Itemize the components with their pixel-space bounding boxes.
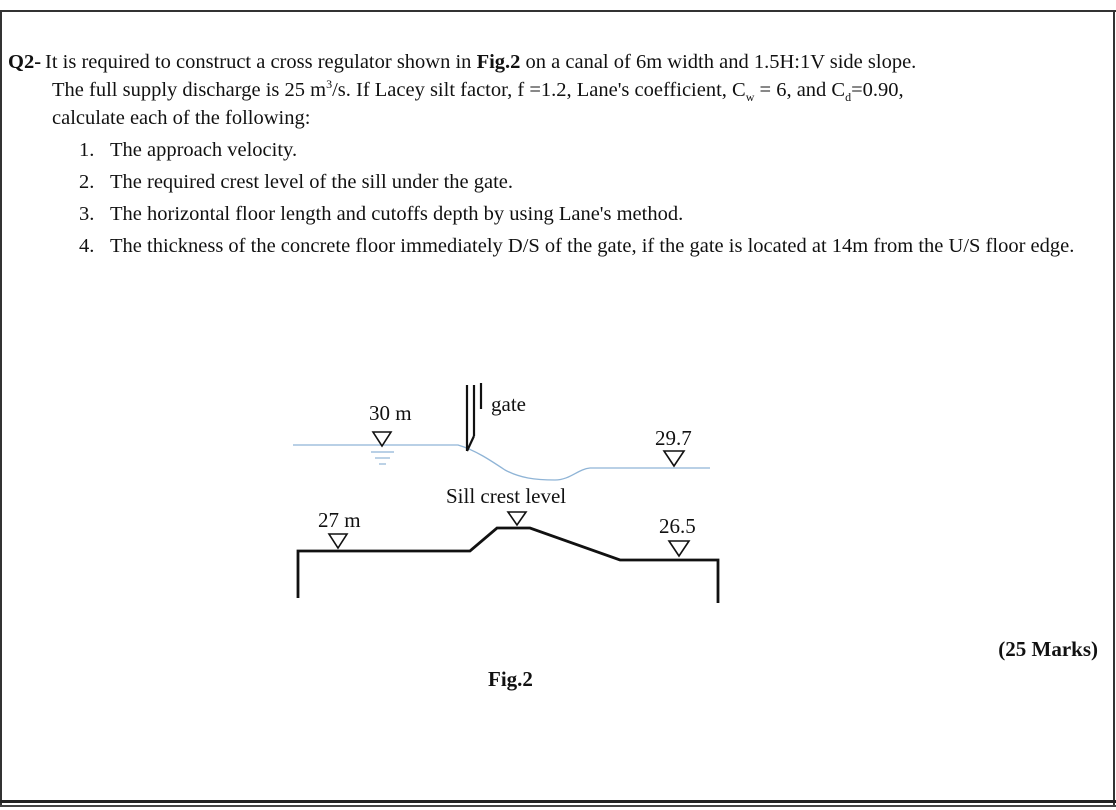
- ds-water-level-label: 29.7: [655, 426, 692, 450]
- line2-superscript: 3: [326, 77, 333, 92]
- line2-text-c: = 6, and C: [754, 79, 846, 101]
- list-item-text: The approach velocity.: [110, 139, 298, 161]
- us-water-level-icon: [373, 432, 391, 446]
- floor-profile-line: [298, 528, 718, 603]
- figure-caption: Fig.2: [488, 667, 533, 691]
- us-floor-level-icon: [329, 534, 347, 548]
- list-item-text: The horizontal floor length and cutoffs depth by using Lane's method.: [110, 203, 684, 225]
- list-item-text: The thickness of the concrete floor immediately D/S of the gate, if the gate is located at 14m from the U/S floor edge.: [110, 235, 1075, 257]
- sill-crest-label: Sill crest level: [446, 484, 567, 508]
- list-item-number: 1.: [79, 139, 95, 161]
- line2-text-d: =0.90,: [851, 79, 904, 101]
- list-item-number: 2.: [79, 171, 95, 193]
- gate-icon: [467, 383, 481, 451]
- us-water-level-label: 30 m: [369, 401, 412, 425]
- intro-fig-ref: Fig.2: [476, 51, 521, 73]
- line2-text-b: /s. If Lacey silt factor, f =1.2, Lane's coefficient, C: [332, 79, 746, 101]
- gate-label: gate: [491, 392, 526, 416]
- ds-water-level-icon: [664, 451, 684, 466]
- sill-level-icon: [508, 512, 526, 525]
- line2-subscript-d: d: [845, 90, 852, 105]
- marks-label: (25 Marks): [998, 637, 1098, 661]
- question-number: Q2-: [8, 51, 42, 73]
- intro-text-b: on a canal of 6m width and 1.5H:1V side slope.: [520, 51, 917, 73]
- line2-subscript-w: w: [745, 90, 755, 105]
- question-line-3: calculate each of the following:: [52, 107, 311, 129]
- list-item-number: 4.: [79, 235, 95, 257]
- us-floor-level-label: 27 m: [318, 508, 361, 532]
- list-item-text: The required crest level of the sill under the gate.: [110, 171, 514, 193]
- water-surface-marks-icon: [371, 452, 394, 464]
- ds-floor-level-label: 26.5: [659, 514, 696, 538]
- line2-text-a: The full supply discharge is 25 m: [52, 79, 327, 101]
- list-item-number: 3.: [79, 203, 95, 225]
- water-surface-line: [293, 445, 710, 480]
- ds-floor-level-icon: [669, 541, 689, 556]
- intro-text-a: It is required to construct a cross regulator shown in: [45, 51, 477, 73]
